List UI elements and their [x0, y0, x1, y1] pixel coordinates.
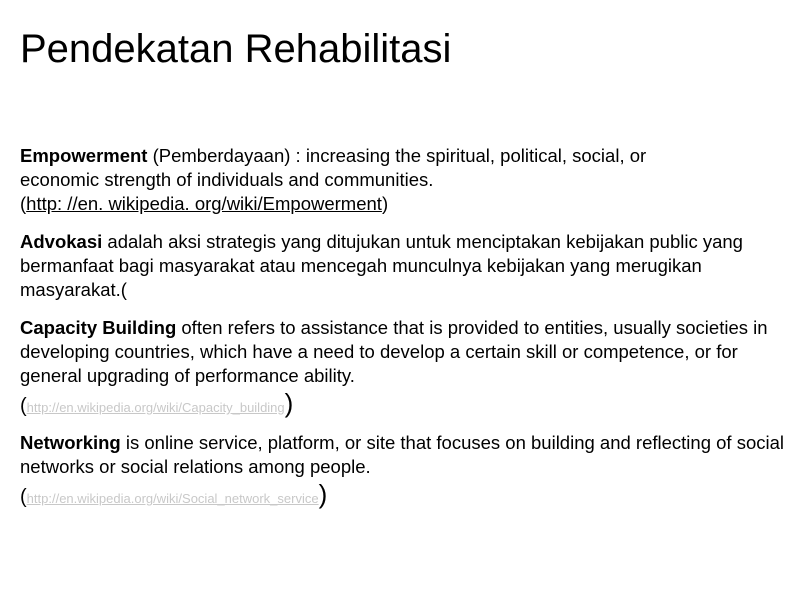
- capacity-section: [20, 316, 790, 423]
- spacer: [20, 302, 790, 316]
- spacer: [20, 423, 790, 431]
- empowerment-term: Empowerment: [20, 145, 148, 166]
- networking-link[interactable]: http://en.wikipedia.org/wiki/Social_network_service: [26, 491, 319, 506]
- empowerment-text-line2: economic strength of individuals and communities.: [20, 169, 434, 190]
- networking-paragraph: [20, 431, 790, 479]
- empowerment-link[interactable]: http: //en. wikipedia. org/wiki/Empowerment: [26, 193, 382, 214]
- capacity-text: often refers to assistance that is provided to entities, usually societies in developing countries, which have a need to develop a certain skill or competence, or for general upgrading of performance ability.: [20, 317, 768, 386]
- advokasi-term: Advokasi: [20, 231, 103, 252]
- advokasi-text: adalah aksi strategis yang ditujukan untuk menciptakan kebijakan public yang bermanfaat bagi masyarakat atau mencegah munculnya kebijakan yang merugikan masyarakat.(: [20, 231, 743, 300]
- networking-paren-open: (: [20, 486, 27, 508]
- capacity-paren-open: (: [20, 395, 27, 417]
- networking-link-line: [20, 479, 790, 514]
- capacity-link[interactable]: http://en.wikipedia.org/wiki/Capacity_building: [26, 400, 285, 415]
- networking-text: is online service, platform, or site that focuses on building and reflecting of social networks or social relations among people.: [20, 432, 784, 477]
- empowerment-paren-close: ): [381, 193, 389, 214]
- networking-term: Networking: [20, 432, 121, 453]
- advokasi-section: [20, 230, 790, 302]
- empowerment-text-line1: (Pemberdayaan) : increasing the spiritual, political, social, or: [147, 145, 647, 166]
- empowerment-paragraph: [20, 144, 790, 216]
- networking-paren-close: ): [318, 479, 328, 509]
- capacity-paragraph: [20, 316, 790, 388]
- empowerment-paren-open: (: [20, 193, 27, 214]
- capacity-paren-close: ): [284, 388, 294, 418]
- capacity-term: Capacity Building: [20, 317, 177, 338]
- spacer: [20, 216, 790, 230]
- advokasi-paragraph: [20, 230, 790, 302]
- networking-section: [20, 431, 790, 514]
- capacity-link-line: [20, 388, 790, 423]
- slide-title: Pendekatan Rehabilitasi: [20, 27, 452, 71]
- slide-content: [20, 144, 790, 514]
- empowerment-section: [20, 144, 790, 216]
